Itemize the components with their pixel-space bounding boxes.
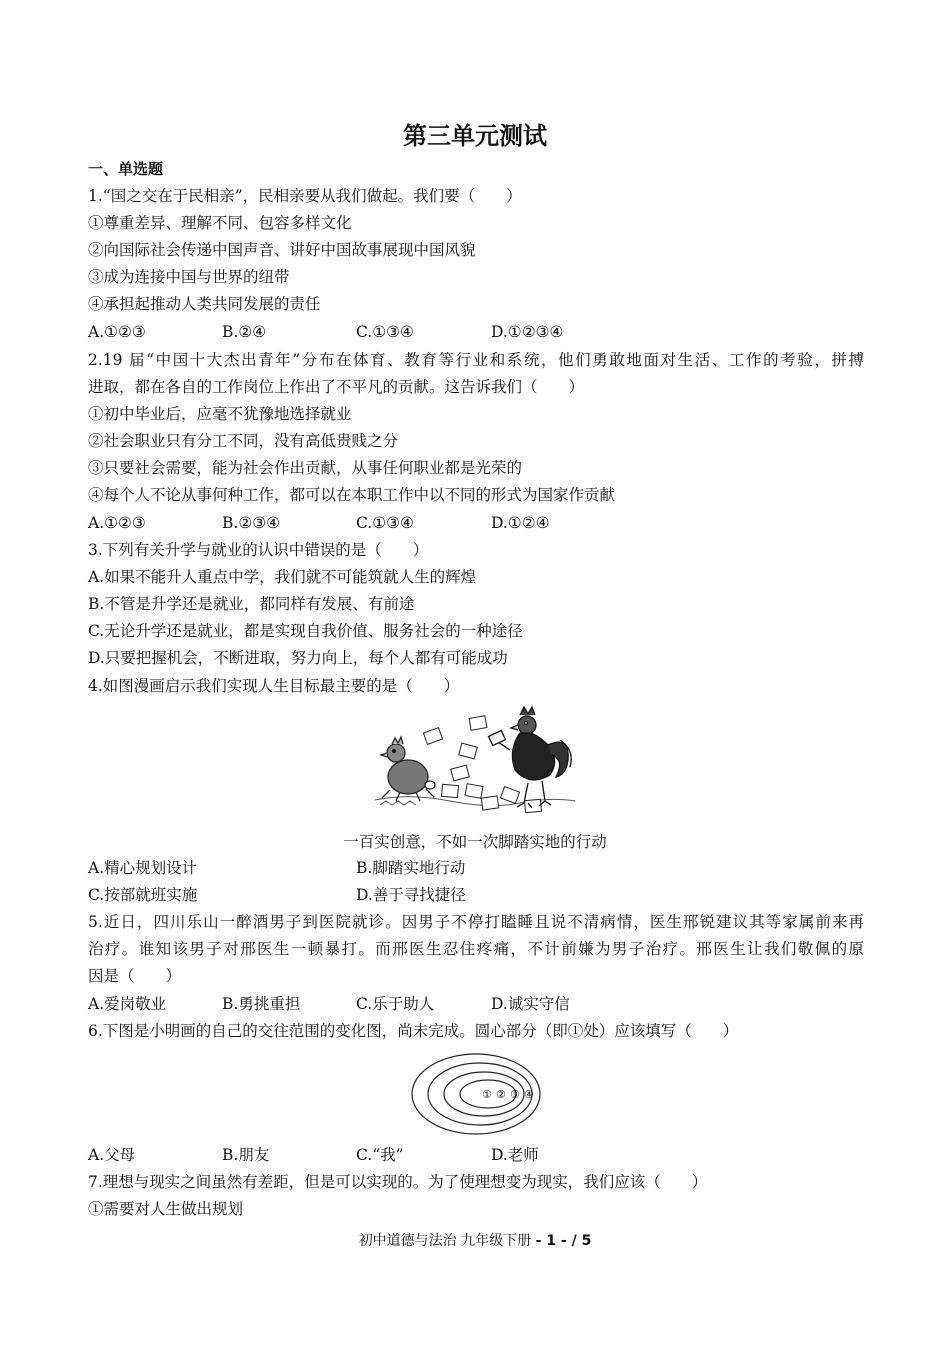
question-stem: 5.近日，四川乐山一醉酒男子到医院就诊。因男子不停打瞌睡且说不清病情，医生邢锐建议其等家属前来再 [88, 913, 864, 931]
statement-item: ①需要对人生做出规划 [88, 1200, 244, 1218]
answer-option: C.按部就班实施 [88, 886, 198, 904]
answer-option: D.①②③④ [491, 323, 564, 341]
circle-label: ① [482, 1088, 492, 1101]
question-stem: 1.“国之交在于民相亲”，民相亲要从我们做起。我们要（ ） [88, 187, 522, 205]
answer-option: B.不管是升学还是就业，都同样有发展、有前途 [88, 595, 415, 613]
answer-option: D.只要把握机会，不断进取，努力向上，每个人都有可能成功 [88, 649, 508, 667]
footer-text: 初中道德与法治 九年级下册 [358, 1233, 532, 1249]
page-number: - 1 - / 5 [535, 1233, 592, 1249]
figure-caption: 一百实创意，不如一次脚踏实地的行动 [343, 833, 607, 851]
answer-option: B.朋友 [222, 1146, 270, 1164]
answer-option: B.脚踏实地行动 [356, 859, 466, 877]
statement-item: ①尊重差异、理解不同、包容多样文化 [88, 214, 352, 232]
answer-option: B.②③④ [222, 514, 281, 532]
answer-option: C.①③④ [356, 514, 414, 532]
statement-item: ④每个人不论从事何种工作，都可以在本职工作中以不同的形式为国家作贡献 [88, 486, 616, 504]
section-heading: 一、单选题 [88, 160, 164, 178]
answer-option: B.②④ [222, 323, 267, 341]
circle-label: ④ [524, 1088, 534, 1101]
question-stem: 7.理想与现实之间虽然有差距，但是可以实现的。为了使理想变为现实，我们应该（ ） [88, 1173, 708, 1191]
question-stem: 治疗。谁知该男子对邢医生一顿暴打。而邢医生忍住疼痛，不计前嫌为男子治疗。邢医生让我们敬佩的原 [88, 940, 864, 958]
statement-item: ①初中毕业后，应毫不犹豫地选择就业 [88, 405, 352, 423]
statement-item: ④承担起推动人类共同发展的责任 [88, 295, 321, 313]
answer-option: A.爱岗敬业 [88, 995, 167, 1013]
answer-option: A.如果不能升人重点中学，我们就不可能筑就人生的辉煌 [88, 568, 477, 586]
statement-item: ③只要社会需要，能为社会作出贡献，从事任何职业都是光荣的 [88, 459, 523, 477]
answer-option: C.无论升学还是就业，都是实现自我价值、服务社会的一种途径 [88, 622, 523, 640]
question-stem: 3.下列有关升学与就业的认识中错误的是（ ） [88, 541, 429, 559]
answer-option: D.老师 [491, 1146, 539, 1164]
answer-option: A.①②③ [88, 514, 146, 532]
answer-option: C.“我” [356, 1146, 404, 1164]
cartoon-image [370, 705, 580, 820]
statement-item: ②向国际社会传递中国声音、讲好中国故事展现中国风貌 [88, 241, 476, 259]
answer-option: D.诚实守信 [491, 995, 570, 1013]
question-stem: 2.19 届“中国十大杰出青年”分布在体育、教育等行业和系统，他们勇敢地面对生活、工作的考验，拼搏 [88, 351, 864, 369]
answer-option: B.勇挑重担 [222, 995, 301, 1013]
question-stem: 4.如图漫画启示我们实现人生目标最主要的是（ ） [88, 677, 460, 695]
answer-option: A.父母 [88, 1146, 136, 1164]
answer-option: A.①②③ [88, 323, 146, 341]
answer-option: A.精心规划设计 [88, 859, 198, 877]
statement-item: ②社会职业只有分工不同，没有高低贵贱之分 [88, 432, 399, 450]
circle-diagram [408, 1050, 548, 1138]
answer-option: D.善于寻找捷径 [356, 886, 466, 904]
statement-item: ③成为连接中国与世界的纽带 [88, 268, 290, 286]
answer-option: D.①②④ [491, 514, 550, 532]
answer-option: C.乐于助人 [356, 995, 435, 1013]
answer-option: C.①③④ [356, 323, 414, 341]
circle-label: ② [496, 1088, 506, 1101]
question-stem: 6.下图是小明画的自己的交往范围的变化图，尚未完成。圆心部分（即①处）应该填写（ ） [88, 1022, 739, 1040]
circle-label: ③ [510, 1088, 520, 1101]
page-title: 第三单元测试 [403, 122, 547, 150]
question-stem: 因是（ ） [88, 967, 182, 985]
question-stem: 进取，都在各自的工作岗位上作出了不平凡的贡献。这告诉我们（ ） [88, 378, 585, 396]
page-footer [0, 1230, 950, 1250]
